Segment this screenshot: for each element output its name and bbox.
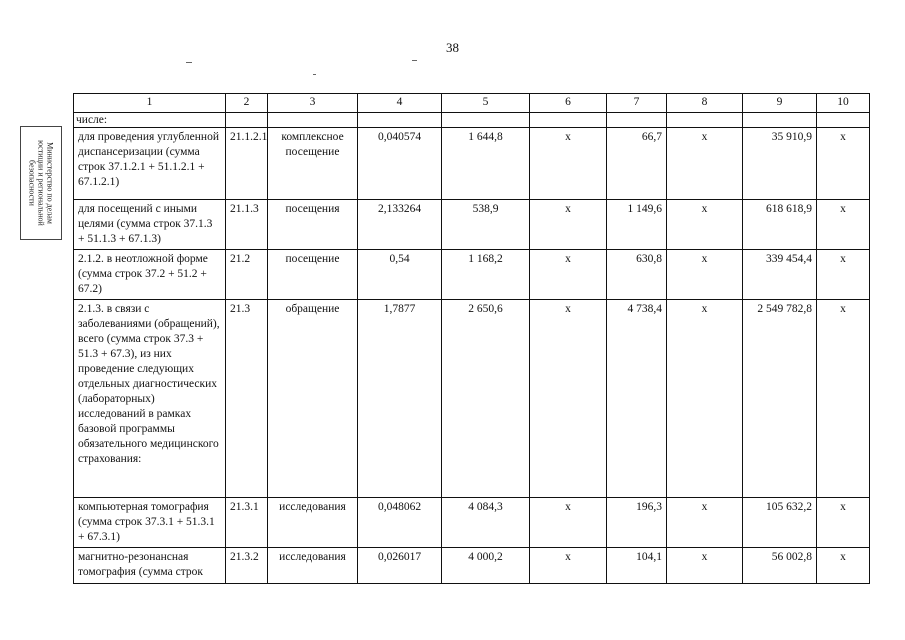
row-name: 2.1.3. в связи с заболеваниями (обращений), всего (сумма строк 37.3 + 51.3 + 67.3), из них проведение следующих отдельных диагностических (лабораторных) исследований в рамках базовой программы обязательного медицинского страхования: xyxy=(74,300,226,498)
row-code: 21.3.2 xyxy=(226,548,268,584)
table-row xyxy=(74,498,870,548)
row-value: 4 000,2 xyxy=(442,548,530,584)
row-unit: обращение xyxy=(268,300,358,498)
row-value: 1 168,2 xyxy=(442,250,530,300)
row-unit: исследования xyxy=(268,498,358,548)
row-value: x xyxy=(817,200,870,250)
row-value: 2 549 782,8 xyxy=(743,300,817,498)
scan-speck xyxy=(412,60,417,61)
continuation-label: числе: xyxy=(74,113,226,128)
continuation-row xyxy=(74,113,870,128)
row-value: x xyxy=(667,498,743,548)
row-value: 2 650,6 xyxy=(442,300,530,498)
scan-speck xyxy=(313,74,316,75)
row-value: x xyxy=(530,200,607,250)
row-value: 196,3 xyxy=(607,498,667,548)
row-value: 56 002,8 xyxy=(743,548,817,584)
column-header: 3 xyxy=(268,94,358,113)
official-stamp xyxy=(20,126,62,240)
row-name: для посещений с иными целями (сумма строк 37.1.3 + 51.1.3 + 67.1.3) xyxy=(74,200,226,250)
table-row xyxy=(74,128,870,200)
column-header: 1 xyxy=(74,94,226,113)
column-header: 10 xyxy=(817,94,870,113)
row-value: 538,9 xyxy=(442,200,530,250)
row-value: x xyxy=(530,250,607,300)
row-value: x xyxy=(667,128,743,200)
row-unit: посещения xyxy=(268,200,358,250)
row-value: 4 084,3 xyxy=(442,498,530,548)
row-code: 21.1.3 xyxy=(226,200,268,250)
row-value: 0,048062 xyxy=(358,498,442,548)
row-value: 0,54 xyxy=(358,250,442,300)
row-value: x xyxy=(817,498,870,548)
row-value: x xyxy=(667,548,743,584)
row-value: x xyxy=(817,250,870,300)
row-value: 0,026017 xyxy=(358,548,442,584)
column-header: 6 xyxy=(530,94,607,113)
data-table xyxy=(73,93,870,584)
scan-speck xyxy=(186,62,192,63)
row-code: 21.1.2.1 xyxy=(226,128,268,200)
row-name: магнитно-резонансная томография (сумма строк xyxy=(74,548,226,584)
row-value: 339 454,4 xyxy=(743,250,817,300)
row-value: x xyxy=(530,548,607,584)
row-unit: комплексное посещение xyxy=(268,128,358,200)
row-value: x xyxy=(817,300,870,498)
row-value: 66,7 xyxy=(607,128,667,200)
table-row xyxy=(74,250,870,300)
row-value: 618 618,9 xyxy=(743,200,817,250)
row-value: 1,7877 xyxy=(358,300,442,498)
row-value: x xyxy=(530,128,607,200)
row-value: x xyxy=(667,200,743,250)
stamp-line: безопасности xyxy=(27,160,37,206)
page-number: 38 xyxy=(446,40,459,55)
row-value: 4 738,4 xyxy=(607,300,667,498)
row-value: 1 149,6 xyxy=(607,200,667,250)
row-value: 2,133264 xyxy=(358,200,442,250)
column-header: 4 xyxy=(358,94,442,113)
row-value: x xyxy=(530,300,607,498)
row-value: 0,040574 xyxy=(358,128,442,200)
row-value: x xyxy=(817,548,870,584)
stamp-line: юстиции и региональной xyxy=(36,140,46,226)
row-code: 21.3.1 xyxy=(226,498,268,548)
row-code: 21.3 xyxy=(226,300,268,498)
column-header: 5 xyxy=(442,94,530,113)
row-name: 2.1.2. в неотложной форме (сумма строк 37.2 + 51.2 + 67.2) xyxy=(74,250,226,300)
column-header: 7 xyxy=(607,94,667,113)
row-value: x xyxy=(530,498,607,548)
row-unit: исследования xyxy=(268,548,358,584)
row-name: компьютерная томография (сумма строк 37.3.1 + 51.3.1 + 67.3.1) xyxy=(74,498,226,548)
stamp-line: Министерство по делам xyxy=(45,142,55,224)
row-value: x xyxy=(817,128,870,200)
table-row xyxy=(74,300,870,498)
stamp-text xyxy=(28,127,55,239)
row-value: 105 632,2 xyxy=(743,498,817,548)
column-header: 8 xyxy=(667,94,743,113)
row-value: 104,1 xyxy=(607,548,667,584)
row-value: 1 644,8 xyxy=(442,128,530,200)
table-row xyxy=(74,200,870,250)
row-code: 21.2 xyxy=(226,250,268,300)
row-value: 630,8 xyxy=(607,250,667,300)
header-row xyxy=(74,94,870,113)
column-header: 9 xyxy=(743,94,817,113)
row-value: x xyxy=(667,250,743,300)
column-header: 2 xyxy=(226,94,268,113)
table-row xyxy=(74,548,870,584)
row-value: x xyxy=(667,300,743,498)
row-name: для проведения углубленной диспансеризации (сумма строк 37.1.2.1 + 51.1.2.1 + 67.1.2.1) xyxy=(74,128,226,200)
row-value: 35 910,9 xyxy=(743,128,817,200)
row-unit: посещение xyxy=(268,250,358,300)
